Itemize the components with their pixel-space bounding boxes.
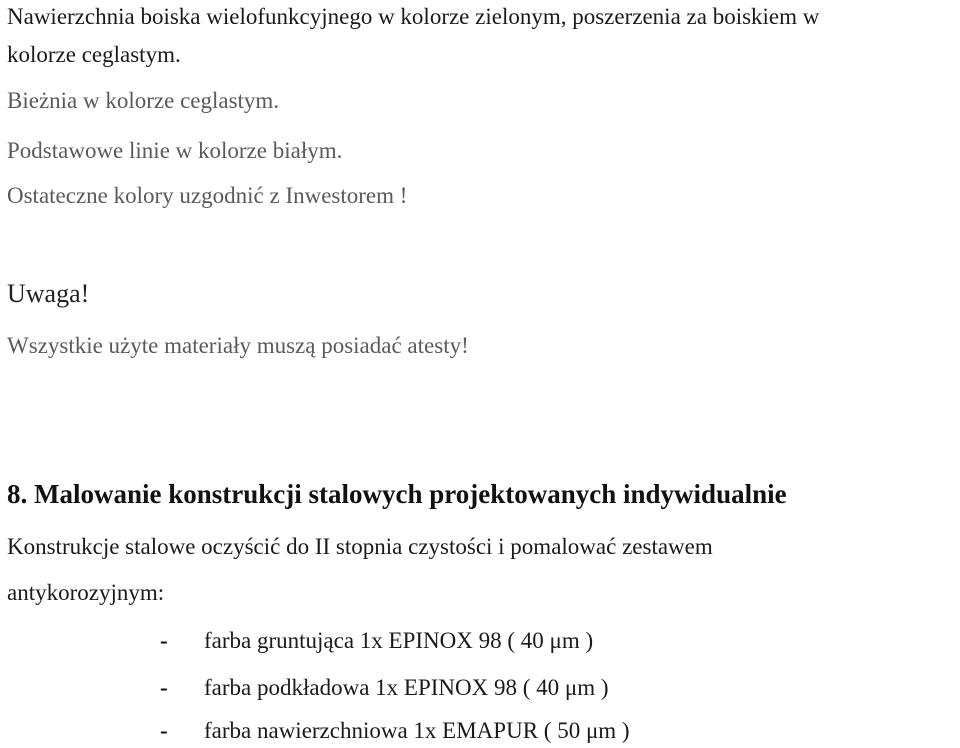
list-item — [160, 716, 630, 746]
section-paragraph-line-2: antykorozyjnym: — [7, 580, 165, 605]
list-item — [160, 626, 593, 656]
section-paragraph-line-1: Konstrukcje stalowe oczyścić do II stopnia czystości i pomalować zestawem — [7, 534, 713, 559]
list-item — [160, 673, 609, 703]
bullet-dash: - — [160, 718, 168, 743]
intro-line-2: kolorze ceglastym. — [7, 42, 181, 67]
list-item-text: farba gruntująca 1x EPINOX 98 ( 40 μm ) — [204, 628, 594, 653]
section-heading: 8. Malowanie konstrukcji stalowych projektowanych indywidualnie — [7, 479, 787, 509]
list-item-text: farba podkładowa 1x EPINOX 98 ( 40 μm ) — [204, 675, 609, 700]
warning-text: Wszystkie użyte materiały muszą posiadać atesty! — [7, 333, 469, 358]
list-item-text: farba nawierzchniowa 1x EMAPUR ( 50 μm ) — [204, 718, 630, 743]
intro-line-5: Ostateczne kolory uzgodnić z Inwestorem ! — [7, 183, 408, 208]
warning-title: Uwaga! — [7, 279, 90, 308]
intro-line-4: Podstawowe linie w kolorze białym. — [7, 138, 343, 163]
intro-line-3: Bieżnia w kolorze ceglastym. — [7, 88, 280, 113]
intro-line-1: Nawierzchnia boiska wielofunkcyjnego w kolorze zielonym, poszerzenia za boiskiem w — [7, 4, 820, 29]
bullet-dash: - — [160, 675, 168, 700]
bullet-dash: - — [160, 628, 168, 653]
